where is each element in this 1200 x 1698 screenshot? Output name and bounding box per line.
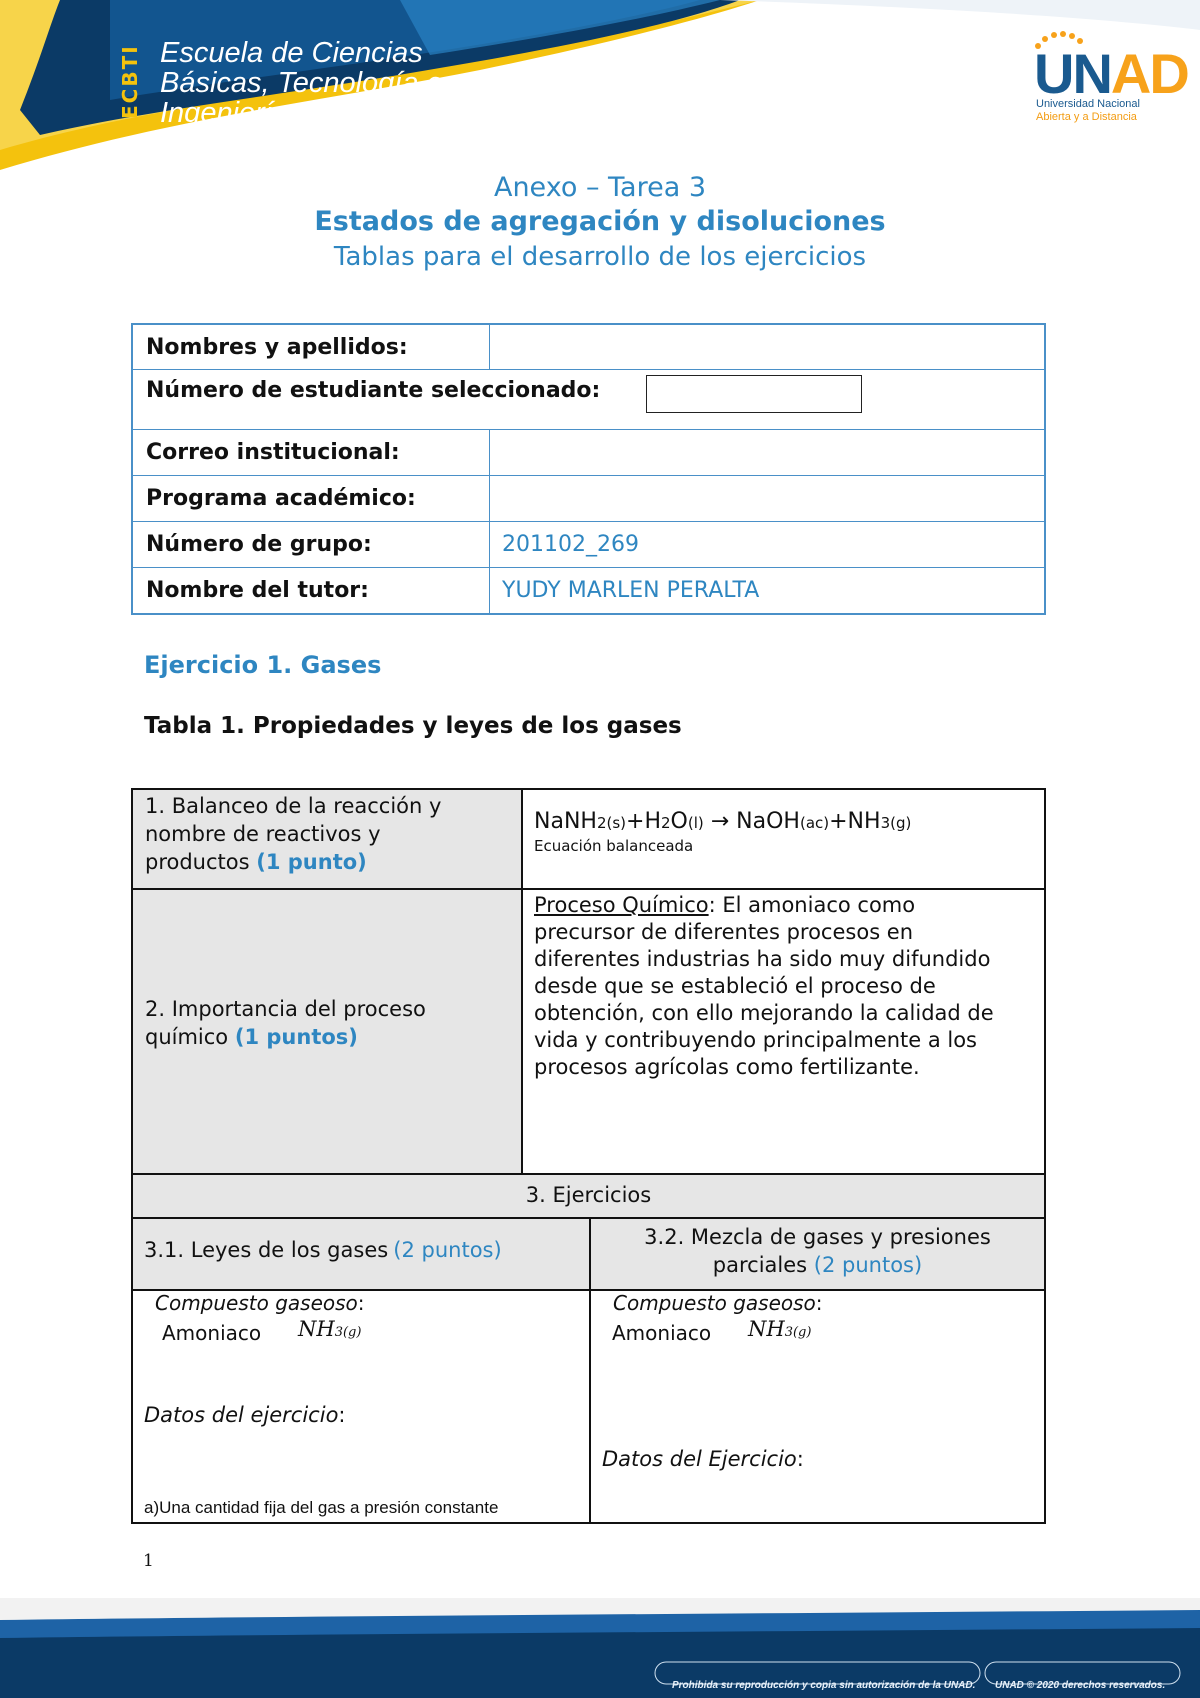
unad-logo	[1030, 30, 1188, 130]
row-grupo	[133, 522, 1044, 568]
doc-title-annex: Anexo – Tarea 3	[493, 172, 707, 203]
value-correo[interactable]	[490, 430, 1044, 475]
label-correo: Correo institucional:	[133, 430, 490, 475]
value-programa[interactable]	[490, 476, 1044, 521]
cell-mezcla-content: Compuesto gaseoso: Amoniaco NH3(g) Datos del Ejercicio:	[602, 1291, 823, 1471]
label-programa: Programa académico:	[133, 476, 490, 521]
label-tutor: Nombre del tutor:	[133, 568, 490, 613]
label-nombres: Nombres y apellidos:	[133, 325, 490, 369]
process-title: Proceso Químico	[534, 893, 709, 917]
equation-caption: Ecuación balanceada	[534, 837, 694, 855]
doc-subtitle: Tablas para el desarrollo de los ejercicios	[333, 242, 867, 272]
student-info-table	[131, 323, 1046, 615]
cell-importancia-label: 2. Importancia del proceso químico (1 puntos)	[133, 890, 523, 1175]
cell-balanceo-label: 1. Balanceo de la reacción y nombre de reactivos y productos (1 punto)	[133, 790, 523, 890]
logo-subtitle-2: Abierta y a Distancia	[1036, 111, 1137, 123]
copyright-notice: Prohibida su reproducción y copia sin autorización de la UNAD.	[672, 1680, 976, 1691]
table-title: Tabla 1. Propiedades y leyes de los gases	[144, 713, 682, 739]
gases-table	[131, 788, 1046, 1524]
cell-leyes-content: Compuesto gaseoso: Amoniaco NH3(g) Datos del ejercicio: a)Una cantidad fija del gas a presión constante	[133, 1291, 591, 1522]
row-tutor	[133, 568, 1044, 613]
page-number: 1	[143, 1551, 154, 1571]
label-grupo: Número de grupo:	[133, 522, 490, 567]
cell-importancia-text: Proceso Químico: El amoniaco como precursor de diferentes procesos en diferentes industrias ha sido muy difundido desde que se estableció el proceso de obtención, con ello mejorando la calidad de vida y contribuyendo principalmente a los procesos agrícolas como fertilizante.	[523, 890, 1044, 1175]
logo-subtitle-1: Universidad Nacional	[1036, 98, 1140, 110]
cell-leyes-header: 3.1. Leyes de los gases (2 puntos)	[133, 1219, 591, 1291]
value-tutor: YUDY MARLEN PERALTA	[502, 578, 760, 603]
points-badge: (1 punto)	[256, 850, 367, 874]
value-nombres[interactable]	[490, 325, 1044, 369]
points-badge: (1 puntos)	[234, 1025, 358, 1049]
points-badge: (2 puntos)	[393, 1238, 502, 1262]
formula-nh3: NH3(g)	[748, 1317, 812, 1341]
row-programa	[133, 476, 1044, 522]
school-name: Escuela de Ciencias Básicas, Tecnología e Ingeniería	[160, 37, 443, 129]
student-number-field[interactable]	[646, 375, 862, 413]
label-numero-estudiante: Número de estudiante seleccionado:	[146, 378, 601, 403]
value-grupo: 201102_269	[502, 532, 639, 557]
cell-ejercicios-header: 3. Ejercicios	[133, 1175, 1044, 1219]
cell-equation	[523, 790, 1044, 890]
rights-notice: UNAD © 2020 derechos reservados.	[995, 1680, 1166, 1691]
doc-title-topic: Estados de agregación y disoluciones	[314, 206, 886, 237]
formula-nh3: NH3(g)	[298, 1317, 362, 1341]
logo-wordmark: UNAD	[1034, 42, 1188, 105]
row-correo	[133, 430, 1044, 476]
exercise-heading: Ejercicio 1. Gases	[144, 651, 382, 679]
ecbti-label: ECBTI	[118, 44, 142, 120]
row-nombres	[133, 325, 1044, 370]
points-badge: (2 puntos)	[813, 1253, 923, 1277]
balanced-equation: NaNH2(s)+H2O(l) → NaOH(ac)+NH3(g)	[534, 809, 912, 834]
row-numero-estudiante	[133, 370, 1044, 430]
cell-mezcla-header: 3.2. Mezcla de gases y presiones parciales (2 puntos)	[591, 1219, 1044, 1291]
